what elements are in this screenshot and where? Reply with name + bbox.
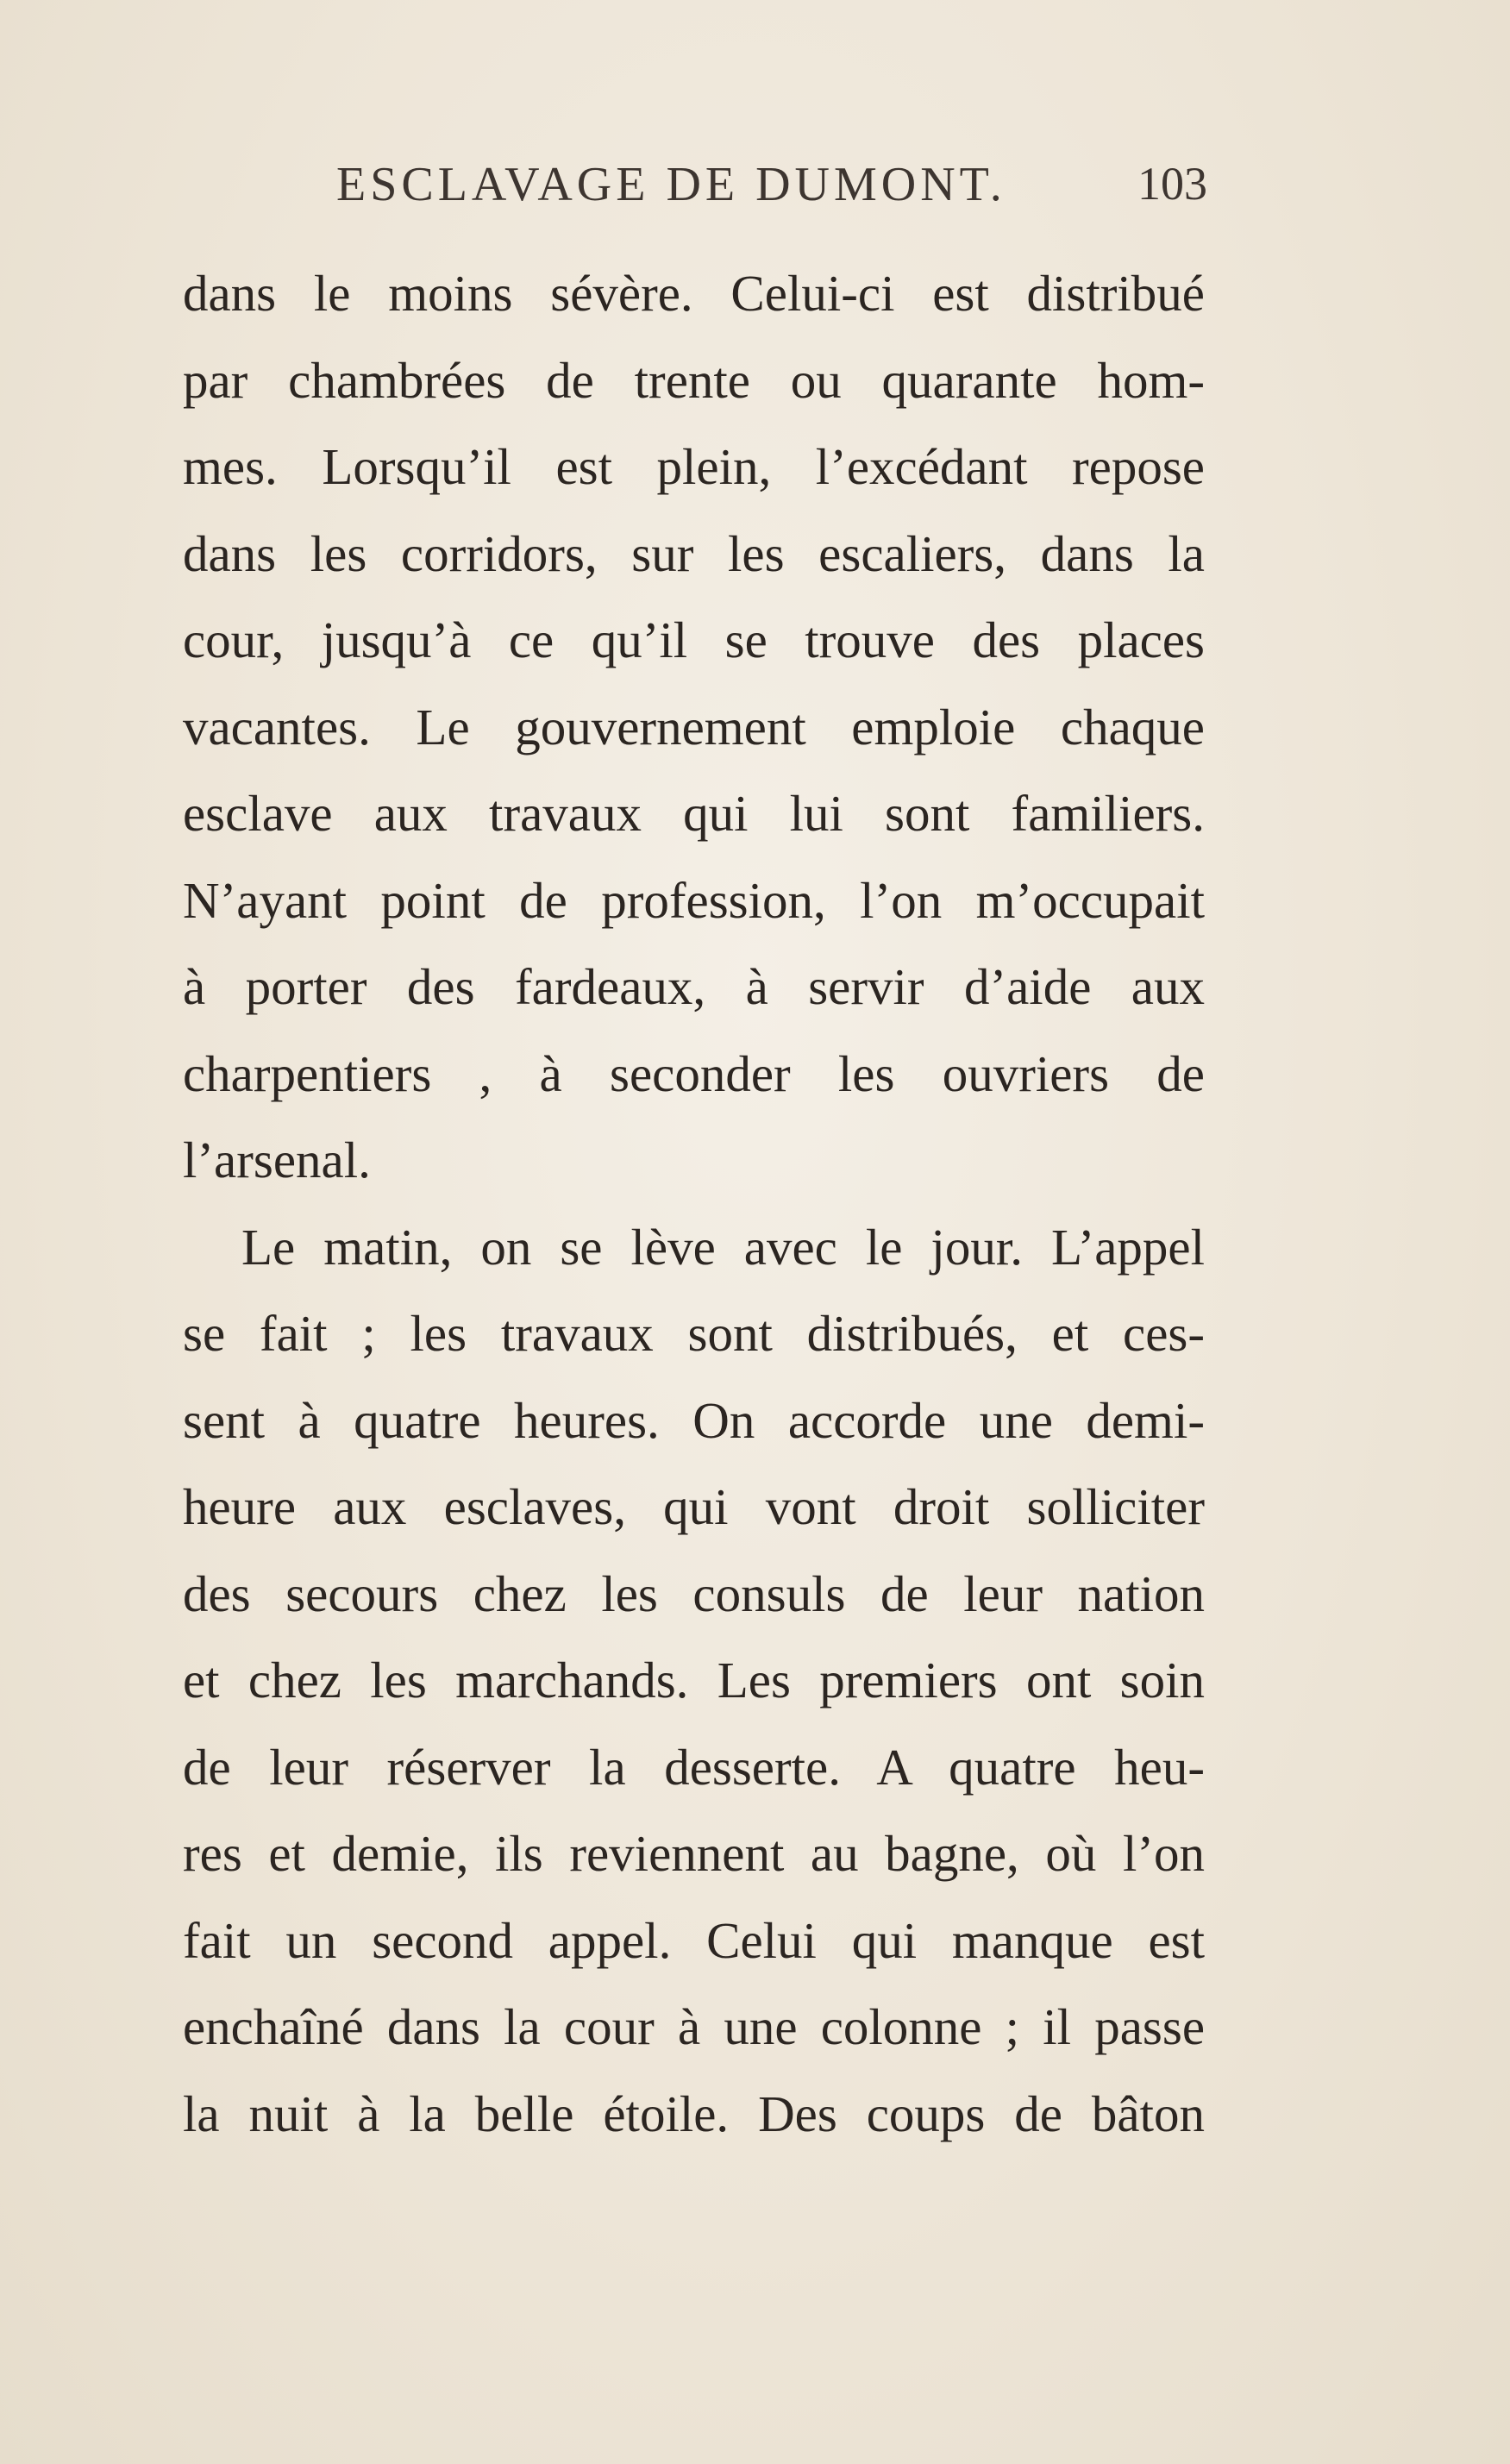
text-line: et chez les marchands. Les premiers ont soin [183,1652,1205,1708]
text-line: res et demie, ils reviennent au bagne, où l’on [183,1825,1205,1882]
text-line: dans les corridors, sur les escaliers, dans la [183,524,1205,582]
text-line: la nuit à la belle étoile. Des coups de bâton [183,2085,1205,2142]
paragraph-start-line: Le matin, on se lève avec le jour. L’appel [241,1218,1205,1276]
paragraph-end-line: l’arsenal. [183,1132,371,1188]
text-line: se fait ; les travaux sont distribués, et ces- [183,1305,1205,1362]
text-line: par chambrées de trente ou quarante hom- [183,351,1205,409]
text-line: de leur réserver la desserte. A quatre heu- [183,1738,1205,1796]
text-line: dans le moins sévère. Celui-ci est distribué [183,265,1205,322]
text-line: esclave aux travaux qui lui sont familiers. [183,785,1205,842]
text-line: charpentiers , à seconder les ouvriers de [183,1044,1205,1102]
text-line: fait un second appel. Celui qui manque est [183,1911,1205,1969]
page-number: 103 [1137,158,1207,210]
text-line: vacantes. Le gouvernement emploie chaque [183,698,1205,756]
text-line: sent à quatre heures. On accorde une demi- [183,1391,1205,1449]
text-line: enchaîné dans la cour à une colonne ; il passe [183,1998,1205,2055]
text-line: mes. Lorsqu’il est plein, l’excédant repose [183,438,1205,495]
text-line: N’ayant point de profession, l’on m’occupait [183,871,1205,929]
body-text [183,250,1205,2157]
text-line: à porter des fardeaux, à servir d’aide aux [183,958,1205,1015]
text-line: cour, jusqu’à ce qu’il se trouve des places [183,611,1205,668]
text-line: heure aux esclaves, qui vont droit solliciter [183,1478,1205,1535]
running-head [181,157,1207,226]
running-title: ESCLAVAGE DE DUMONT. [336,158,1006,211]
text-line: des secours chez les consuls de leur nation [183,1564,1205,1622]
